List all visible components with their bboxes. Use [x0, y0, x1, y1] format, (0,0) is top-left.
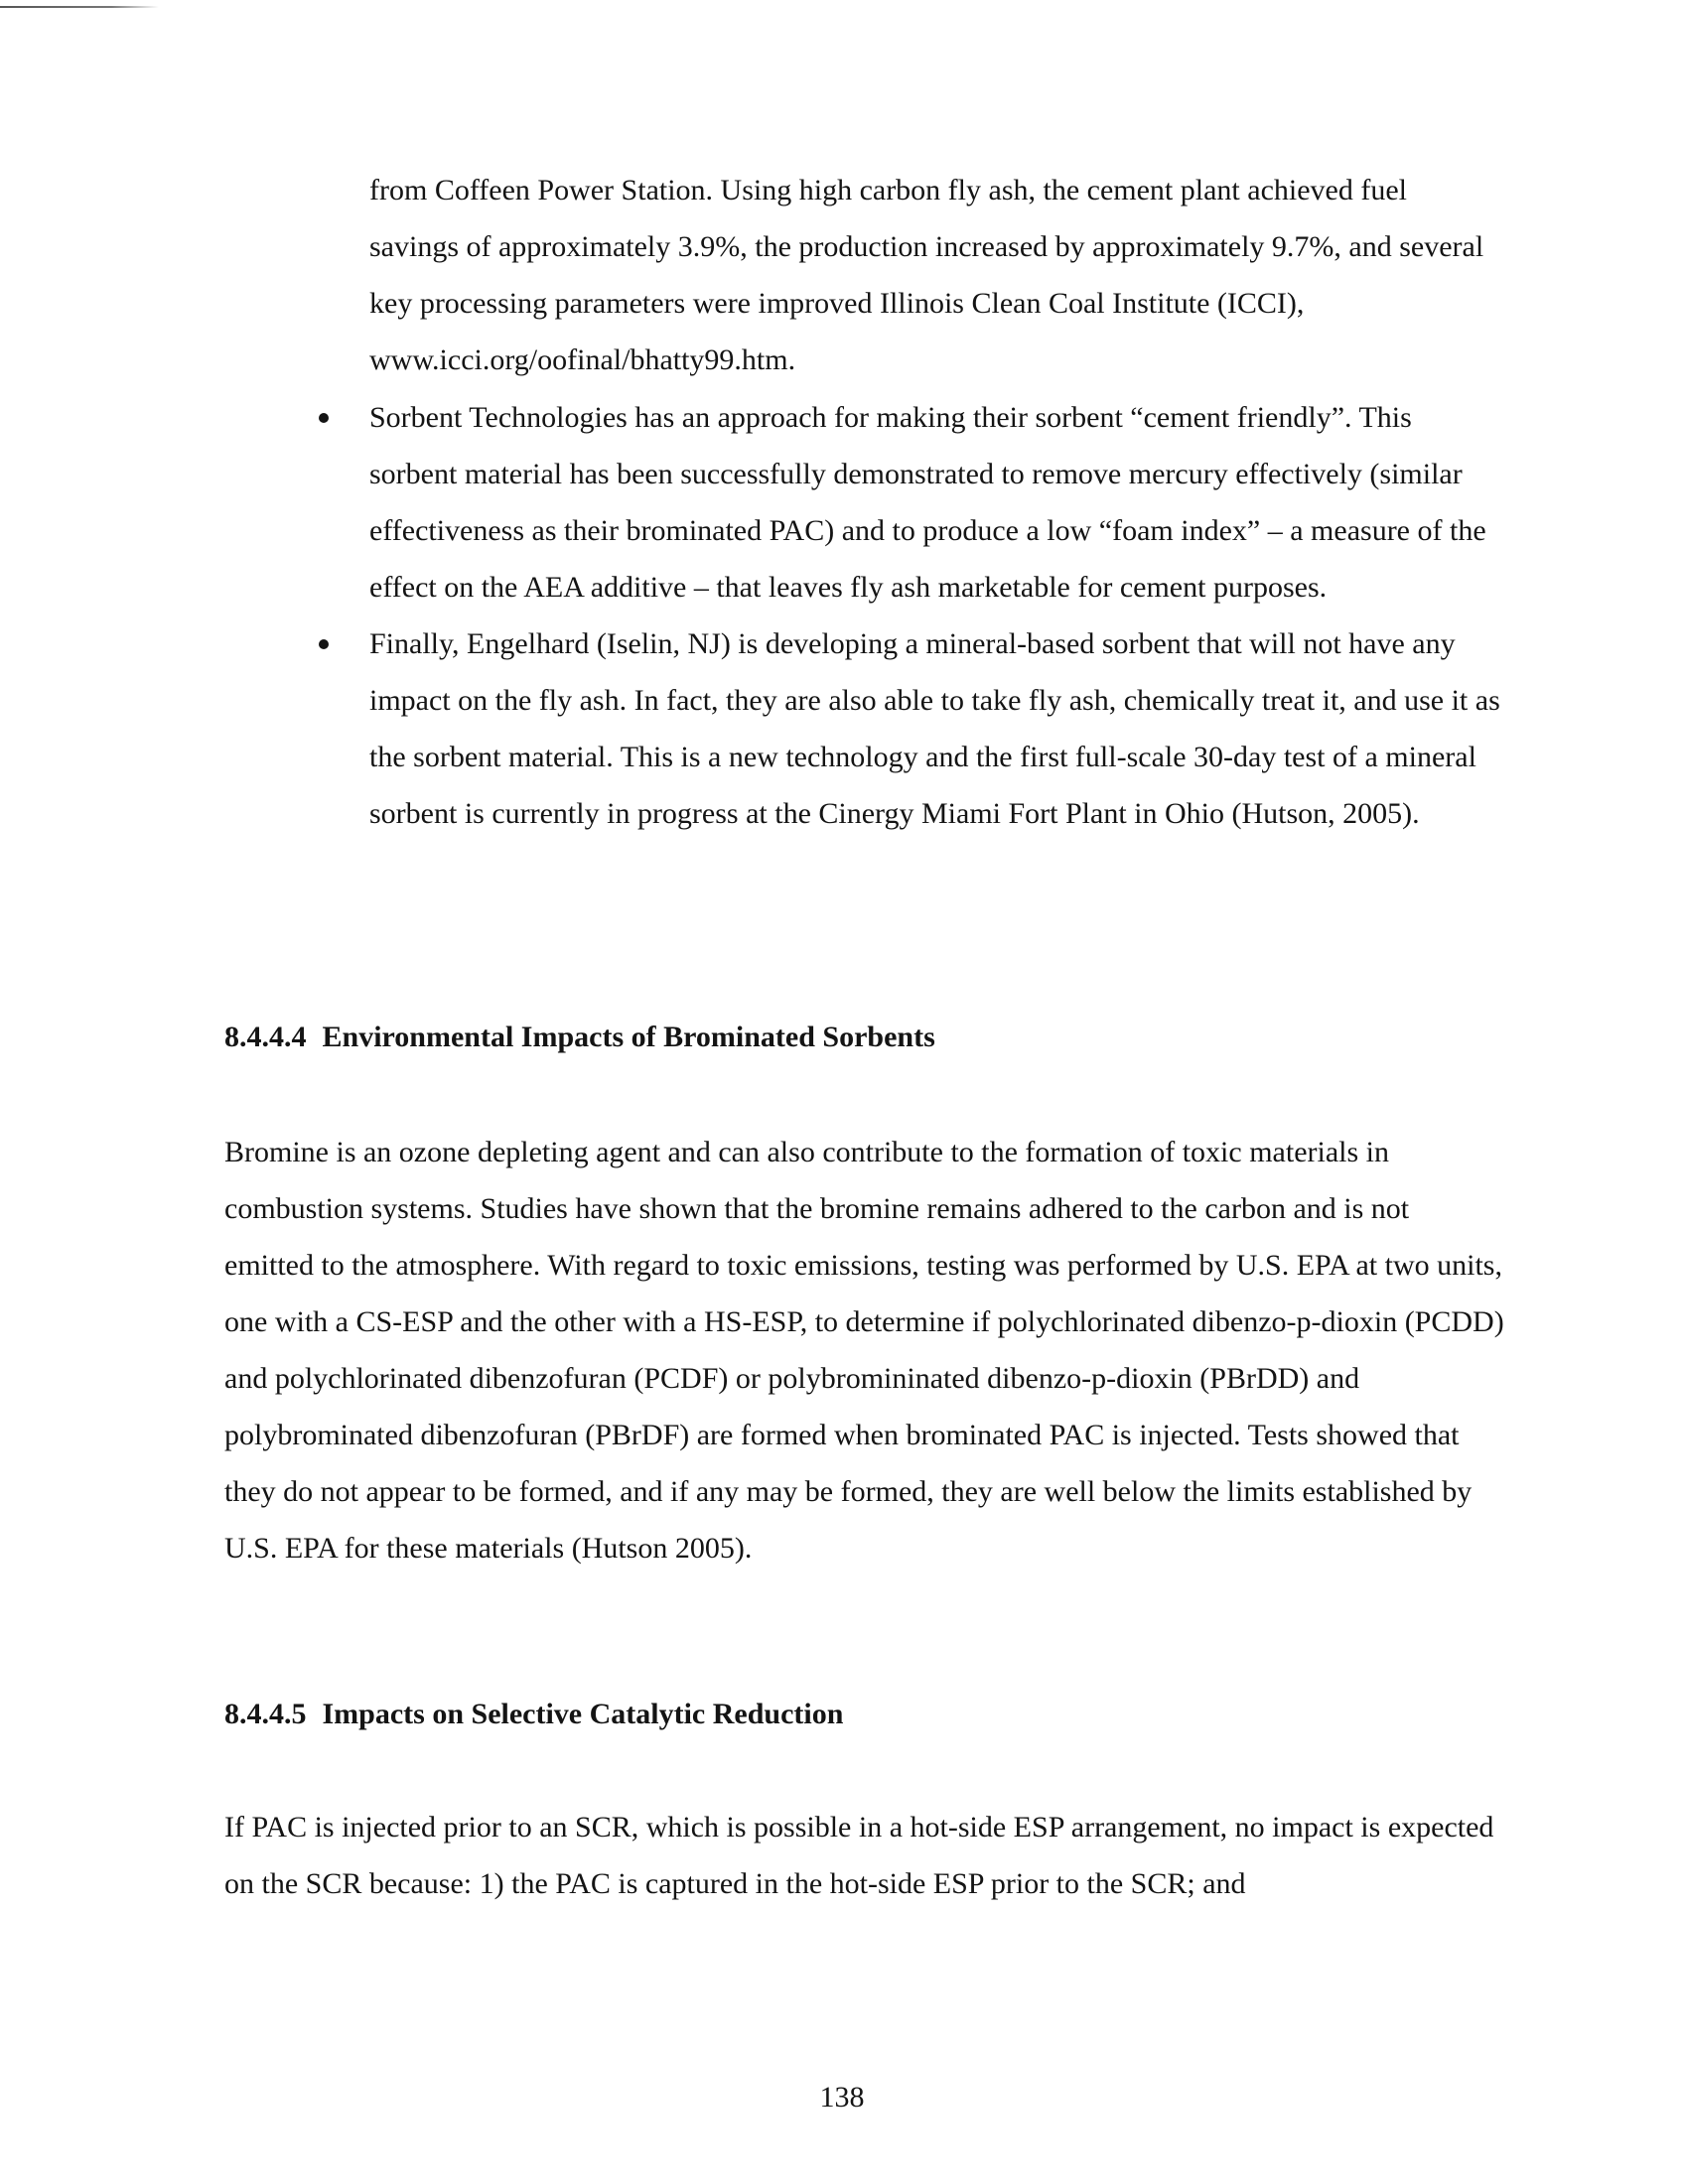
section-body-8-4-4-5: If PAC is injected prior to an SCR, which is possible in a hot-side ESP arrangement, no impact is expected on the SCR because: 1) the PAC is captured in the hot-side ESP prior to the SCR; and: [224, 1811, 1494, 1900]
section-title: Environmental Impacts of Brominated Sorbents: [322, 1021, 935, 1053]
scan-edge-mark: [0, 6, 159, 8]
section-heading-8-4-4-5: [224, 1695, 843, 1734]
continuation-paragraph: from Coffeen Power Station. Using high carbon fly ash, the cement plant achieved fuel savings of approximately 3.9%, the production increased by approximately 9.7%, and several key processing parameters were improved Illinois Clean Coal Institute (ICCI), www.icci.org/oofinal/bhatty99.htm.: [369, 174, 1484, 376]
bullet-text: Finally, Engelhard (Iselin, NJ) is developing a mineral-based sorbent that will not have any impact on the fly ash. In fact, they are also able to take fly ash, chemically treat it, and use it as the sorbent material. This is a new technology and the first full-scale 30-day test of a mineral sorbent is currently in progress at the Cinergy Miami Fort Plant in Ohio (Hutson, 2005).: [369, 627, 1500, 830]
bullet-list: [310, 389, 1501, 842]
page-number: 138: [819, 2081, 865, 2114]
section-body-8-4-4-4: Bromine is an ozone depleting agent and can also contribute to the formation of toxic materials in combustion systems. Studies have shown that the bromine remains adhered to the carbon and is not emitted to the atmosphere. With regard to toxic emissions, testing was performed by U.S. EPA at two units, one with a CS-ESP and the other with a HS-ESP, to determine if polychlorinated dibenzo-p-dioxin (PCDD) and polychlorinated dibenzofuran (PCDF) or polybromininated dibenzo-p-dioxin (PBrDD) and polybrominated dibenzofuran (PBrDF) are formed when brominated PAC is injected. Tests showed that they do not appear to be formed, and if any may be formed, they are well below the limits established by U.S. EPA for these materials (Hutson 2005).: [224, 1136, 1504, 1565]
section-heading-8-4-4-4: [224, 1018, 935, 1057]
section-number: 8.4.4.4: [224, 1021, 307, 1053]
bullet-text: Sorbent Technologies has an approach for making their sorbent “cement friendly”. This sorbent material has been successfully demonstrated to remove mercury effectively (similar effectiveness as their brominated PAC) and to produce a low “foam index” – a measure of the effect on the AEA additive – that leaves fly ash marketable for cement purposes.: [369, 401, 1486, 604]
bullet-item-sorbent-technologies: [310, 389, 1501, 615]
bullet-icon: [319, 413, 329, 423]
section-number: 8.4.4.5: [224, 1698, 307, 1730]
section-title: Impacts on Selective Catalytic Reduction: [322, 1698, 844, 1730]
bullet-icon: [319, 639, 329, 649]
bullet-item-engelhard: [310, 615, 1501, 842]
